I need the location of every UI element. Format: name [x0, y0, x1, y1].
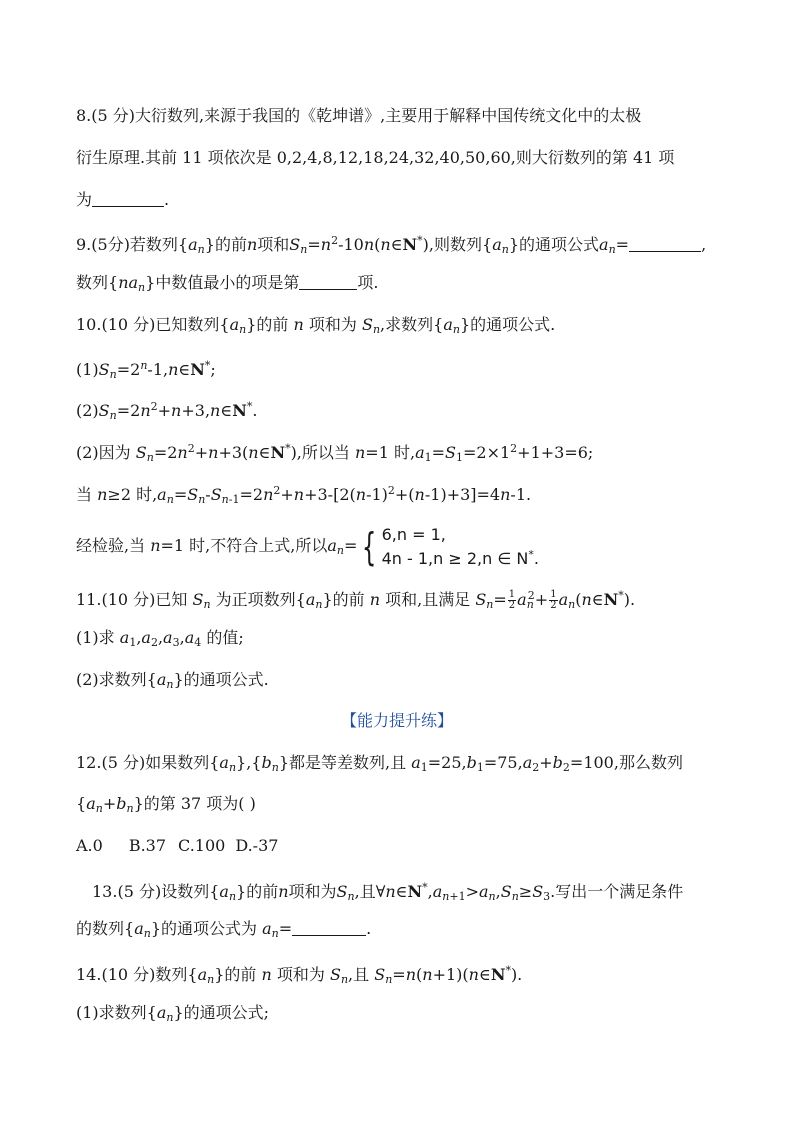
q8-text-3b: . [164, 190, 170, 209]
q10-ans1-S: S [135, 443, 147, 462]
q12-a2: a [522, 753, 533, 772]
q12-l2b: }的第 37 项为( ) [133, 794, 256, 813]
q10-ans3a: 经检验,当 [76, 536, 151, 555]
q8-answer-blank[interactable] [92, 190, 164, 207]
q13-l1b: }的前 [236, 882, 279, 901]
q14-s1: (1)求数列{ [76, 1003, 157, 1022]
option-a[interactable]: A.0 [76, 836, 103, 855]
q9-l2c: 项. [357, 273, 379, 292]
q10-line-1 [76, 313, 555, 337]
q8-text-2: 衍生原理.其前 11 项依次是 0,2,4,8,12,18,24,32,40,50,60,则大衍数列的第 41 项 [76, 148, 675, 167]
q13-l1h: , [495, 882, 501, 901]
q10-ans1g: +1+3=6; [517, 443, 594, 462]
q10-ans2-n4: n [355, 485, 367, 504]
q14-line-1: 14.(10 分)数列$\{a_n\}$的前 n 项和为 $S_n$,且 $S_n=n(n+1)(n\in N^*)$. [76, 964, 523, 986]
q9-l2a: 数列{ [76, 273, 119, 292]
q11-a: a [305, 590, 316, 609]
q10-ans1d: ),所以当 [290, 443, 355, 462]
q14-l1g: ). [510, 965, 523, 984]
q10-s2a: (2) [76, 401, 99, 420]
q10-ans2-n5: n [414, 485, 425, 504]
q10-ans2g: -1. [510, 485, 532, 504]
q9-in: ∈ [390, 235, 403, 254]
q10-t1: 10.(10 分)已知数列{ [76, 315, 230, 334]
q10-ans3-n: n [150, 536, 161, 555]
q13-l1j: .写出一个满足条件 [550, 882, 684, 901]
q10-t4: ,求数列{ [380, 315, 444, 334]
q12-l1b: },{ [236, 753, 262, 772]
q13-n2: n [385, 882, 396, 901]
q10-ans2-n: n [97, 485, 108, 504]
q10-sub3: n [452, 323, 460, 336]
q10-s1-star: * [204, 359, 211, 372]
q14-l1b: }的前 [214, 965, 262, 984]
q10-ans1-n: n [177, 443, 188, 462]
q10-ans1-S2: S [445, 443, 456, 462]
q13-line-2 [76, 917, 371, 941]
q9-var-n4: n [380, 235, 391, 254]
q10-ans2-n2: n [263, 485, 274, 504]
q13-star: * [422, 881, 428, 894]
q11-s1-a1: a [119, 628, 130, 647]
q10-ans2-sub: n [166, 493, 174, 506]
q12-a: a [219, 753, 229, 772]
q12-l1c: }都是等差数列,且 [278, 753, 412, 772]
q13-l1i: ≥ [518, 882, 533, 901]
q11-s1: (1)求 [76, 628, 120, 647]
q11-l1c: }的前 [322, 590, 370, 609]
q10-ans1f: =2×1 [462, 443, 511, 462]
q10-sub-1 [76, 354, 216, 381]
q10-s1c: -1, [147, 360, 169, 379]
q10-ans1-n2: n [208, 443, 219, 462]
q13-line-1: 13.(5 分)设数列$\{a_n\}$的前n项和为$S_n$,且$\forall n\in N^*,a_{n+1}>a_n,S_n\ge S_3$.写出一个满足条件 [92, 881, 684, 903]
q10-answer-1: (2)因为 $S_n=2n^2+n+3(n\in N^*)$,所以当 n=1 时$,a_1=S_1=2\times 1^2+1+3=6$; [76, 442, 594, 464]
q10-s1-sup: n [140, 359, 148, 372]
q14-l1e: ( [416, 965, 423, 984]
option-c[interactable]: C.100 [178, 836, 226, 855]
q10-ans1-in: ∈ [258, 443, 271, 462]
q14-l1f: +1)( [432, 965, 469, 984]
q9-l2-a: a [128, 273, 139, 292]
q9-sub-n3: n [501, 243, 509, 256]
q14-sub3: n [385, 973, 393, 986]
q10-s2d: +3, [181, 401, 211, 420]
q13-sub4: n [488, 890, 496, 903]
q11-a2: a [517, 590, 527, 609]
q10-s1b: =2 [116, 360, 141, 379]
q13-sub2: n [347, 890, 355, 903]
fraction-half-2 [549, 590, 557, 611]
q8-text-3a: 为 [76, 190, 93, 209]
q14-sub-1 [76, 1001, 269, 1025]
q10-s2-n2: n [171, 401, 182, 420]
q13-answer-blank[interactable] [292, 919, 366, 936]
q9-t2: }的前 [204, 235, 247, 254]
q9-t8: = [615, 235, 630, 254]
q14-s1-a: a [156, 1003, 167, 1022]
frac-num: 1 [508, 589, 516, 600]
q13-l2c: = [278, 919, 293, 938]
q12-l2-sub: n [95, 802, 103, 815]
piecewise-cases [382, 525, 539, 569]
q10-s1-sub: n [109, 368, 117, 381]
q10-ans1b: =2 [153, 443, 178, 462]
q12-l2-a: a [86, 794, 96, 813]
q10-ans2b: ≥2 时, [107, 485, 158, 504]
q10-ans1c: +3( [218, 443, 249, 462]
q13-l1c: 项和为 [288, 882, 337, 901]
q14-l1a: 14.(10 分)数列{ [76, 965, 198, 984]
q9-l2b: }中数值最小的项是第 [145, 273, 300, 292]
q13-S2: S [500, 882, 512, 901]
q11-l1a: 11.(10 分)已知 [76, 590, 193, 609]
q10-s2c: + [157, 401, 172, 420]
q9-answer-blank-1[interactable] [629, 235, 701, 252]
q10-ans2-S2: S [210, 485, 222, 504]
q10-ans2-S: S [187, 485, 199, 504]
q11-s1b: 的值; [201, 628, 244, 647]
q9-comma: , [701, 235, 707, 254]
q13-N: N [407, 882, 423, 901]
q10-s1e: ; [210, 360, 216, 379]
q13-l2d: . [366, 919, 372, 938]
q10-ans1-a: a [415, 443, 425, 462]
fraction-half [508, 590, 516, 611]
q11-sub-2 [76, 668, 269, 692]
q10-ans2d: +3-[2( [304, 485, 356, 504]
q12-line-1: 12.(5 分)如果数列$\{a_n\},\{b_n\}$都是等差数列,且 $a_1=25,b_1=75,a_2+b_2=100$,那么数列 [76, 753, 683, 774]
q13-l2-sub2: n [271, 927, 279, 940]
frac-num-2: 1 [550, 589, 557, 600]
q10-s2-N: N [232, 401, 247, 420]
q8-text-1: 8.(5 分)大衍数列,来源于我国的《乾坤谱》,主要用于解释中国传统文化中的太极 [76, 106, 642, 125]
q11-s1-a3: a [163, 628, 173, 647]
q10-ans1-n4: n [354, 443, 366, 462]
q10-s2-n3: n [210, 401, 221, 420]
case-2: 4n - 1,n ≥ 2,n ∈ N [381, 548, 529, 568]
q10-S: S [361, 315, 373, 334]
q10-t5: }的通项公式. [459, 315, 556, 334]
q12-options [76, 834, 278, 858]
q10-s2-S: S [98, 401, 110, 420]
q10-ans1-N: N [270, 443, 286, 462]
q10-s2-in: ∈ [220, 401, 233, 420]
q11-s1-a2: a [141, 628, 151, 647]
q13-a: a [219, 882, 229, 901]
q10-sub-2: $(2)S_n=2n^2+n+3,n\in N^*$. [76, 400, 258, 422]
q14-s1-sub: n [166, 1011, 174, 1024]
q10-s1d: ∈ [178, 360, 191, 379]
option-d[interactable]: D.-37 [235, 836, 279, 855]
q9-N: N [402, 235, 418, 254]
q14-S: S [329, 965, 341, 984]
q11-S: S [192, 590, 204, 609]
q10-s1-S: S [98, 360, 110, 379]
q13-a3: a [479, 882, 489, 901]
option-b[interactable]: B.37 [128, 836, 167, 855]
q10-t3: 项和为 [303, 315, 362, 334]
q9-sub-n: n [197, 243, 205, 256]
q14-n2: n [405, 965, 417, 984]
q13-l2-sub: n [143, 927, 151, 940]
q11-star: * [618, 589, 624, 602]
q11-in: ∈ [591, 590, 604, 609]
q11-sub2: n [315, 598, 323, 611]
q12-l1d: =25, [427, 753, 467, 772]
q9-sub-n4: n [608, 243, 616, 256]
case-2-star: * [528, 547, 534, 561]
q10-ans2-n3: n [293, 485, 305, 504]
q12-sub2: n [271, 761, 279, 774]
q10-ans1-sub: n [146, 451, 154, 464]
q9-star: * [417, 234, 423, 247]
q10-ans2-sub3: n [221, 493, 229, 506]
q11-s2-sub: n [166, 678, 174, 691]
q10-ans2-a: a [157, 485, 167, 504]
q9-var-a3: a [599, 235, 609, 254]
q13-sub5: n [511, 890, 519, 903]
q11-sub3: n [486, 598, 494, 611]
q10-ans2e: -1) [366, 485, 388, 504]
q14-n3: n [422, 965, 433, 984]
q10-ans2f: -1)+3]=4 [424, 485, 501, 504]
q14-star: * [505, 964, 511, 977]
q9-t6: ),则数列{ [422, 235, 493, 254]
q11-n: n [369, 590, 381, 609]
q9-var-n3: n [363, 235, 375, 254]
q13-l2-a: a [134, 919, 144, 938]
q9-var-n2: n [320, 235, 332, 254]
q10-ans2-sub2: n [198, 493, 206, 506]
q9-t5: ( [374, 235, 381, 254]
section-title: 【能力提升练】 [340, 711, 453, 730]
q10-s2e: . [252, 401, 258, 420]
q10-s1-N: N [190, 360, 205, 379]
q9-eq: = [307, 235, 321, 254]
q10-n: n [293, 315, 304, 334]
q10-t2: }的前 [246, 315, 294, 334]
q12-l1e: =75, [483, 753, 523, 772]
q10-s2-n: n [140, 401, 151, 420]
q10-sub: n [239, 323, 247, 336]
q10-ans1-star: * [285, 442, 291, 455]
q10-s1-n: n [168, 360, 179, 379]
q9-l2-sub: n [138, 281, 146, 294]
q10-s1a: (1) [76, 360, 99, 379]
q10-ans1-n3: n [248, 443, 259, 462]
q11-N: N [603, 590, 619, 609]
q11-l1b: 为正项数列{ [210, 590, 306, 609]
q13-sub3: n [442, 890, 450, 903]
frac-den: 2 [508, 600, 516, 611]
q13-l2b: }的通项公式为 [150, 919, 263, 938]
q14-l1d: ,且 [348, 965, 375, 984]
q14-l1c: 项和为 [271, 965, 330, 984]
q10-ans3-sub: n [336, 544, 344, 557]
q9-sub-n2: n [300, 243, 308, 256]
q10-s2-star: * [246, 400, 253, 413]
q9-line-2 [76, 271, 378, 295]
q11-s1-a4: a [184, 628, 195, 647]
q13-l1g: > [465, 882, 479, 901]
case-end: . [533, 548, 539, 568]
q10-ans3b: =1 时,不符合上式,所以 [160, 536, 328, 555]
q13-n: n [278, 882, 289, 901]
q13-l1d: ,且∀ [354, 882, 386, 901]
q14-in: ∈ [478, 965, 491, 984]
q10-ans1a: (2)因为 [76, 443, 136, 462]
q13-l2-a2: a [262, 919, 272, 938]
q12-l2-sub2: n [126, 802, 134, 815]
q13-l1f: , [427, 882, 433, 901]
q9-var-a2: a [492, 235, 502, 254]
q12-l2a: { [76, 794, 87, 813]
q8-line-1 [76, 104, 641, 128]
q12-l1f: =100,那么数列 [569, 753, 683, 772]
q11-sub-1: (1)求 $a_1,a_2,a_3,a_4$ 的值; [76, 628, 244, 649]
q14-a: a [197, 965, 208, 984]
left-brace-icon: { [362, 524, 377, 569]
q10-a2: a [443, 315, 453, 334]
q9-var-a: a [188, 235, 198, 254]
q8-line-3 [76, 188, 169, 212]
q14-s1b: }的通项公式; [173, 1003, 270, 1022]
q13-l1a: 13.(5 分)设数列{ [92, 882, 220, 901]
q14-N: N [490, 965, 506, 984]
q9-line-1: 9.(5分)若数列$\{a_n\}$的前n项和$S_n=n^2-10n(n\in N^*)$,则数列$\{a_n\}$的通项公式$a_n=$ , [76, 234, 707, 256]
q10-answer-2: 当 n≥2 时$,a_n=S_n-S_{n-1}=2n^2+n+3-[2(n-1)^2+(n-1)+3]=4n-1$. [76, 484, 532, 506]
q11-a3: a [558, 590, 569, 609]
q10-s2-sub: n [109, 409, 117, 422]
q10-answer-3: 经检验,当 n=1 时,不符合上式,所以$a_n=$ { 6,n = 1, 4n - 1,n ≥ 2,n ∈ N*. [76, 524, 539, 569]
q10-ans2c: - [205, 485, 211, 504]
q9-l2-n: n [118, 273, 129, 292]
q14-sub2: n [340, 973, 349, 986]
q11-n2: n [581, 590, 592, 609]
q13-sub: n [228, 890, 237, 903]
q12-a1: a [411, 753, 421, 772]
q11-s2-a: a [156, 670, 167, 689]
q9-answer-blank-2[interactable] [299, 273, 357, 290]
q10-ans3-a: a [327, 536, 337, 555]
q10-s2b: =2 [116, 401, 141, 420]
q9-t3: 项和 [257, 235, 290, 254]
q11-l1f: ). [623, 590, 636, 609]
q11-sub5: n [568, 598, 576, 611]
q14-S2: S [374, 965, 386, 984]
case-1: 6,n = 1, [381, 524, 446, 544]
q13-S: S [336, 882, 348, 901]
q13-l1e: ∈ [395, 882, 408, 901]
q9-t4: -10 [338, 235, 364, 254]
q12-sub: n [228, 761, 237, 774]
q9-t7: }的通项公式 [508, 235, 600, 254]
q13-S3: S [532, 882, 544, 901]
q11-S2: S [475, 590, 487, 609]
q12-line-2: $\{a_n+b_n\}$的第 37 项为( ) [76, 794, 256, 815]
q13-l2a: 的数列{ [76, 919, 135, 938]
q12-l1a: 12.(5 分)如果数列{ [76, 753, 220, 772]
q9-var-S: S [289, 235, 301, 254]
q11-sub: n [203, 598, 211, 611]
q9-var-n: n [246, 235, 258, 254]
q10-ans2-n6: n [500, 485, 511, 504]
q10-ans1e: =1 时, [365, 443, 416, 462]
q8-line-2 [76, 146, 674, 170]
q11-s2b: }的通项公式. [173, 670, 269, 689]
q10-sub2: n [372, 323, 381, 336]
q9-t1: 9.(5分)若数列{ [76, 235, 189, 254]
q11-s2: (2)求数列{ [76, 670, 157, 689]
q11-l1d: 项和,且满足 [380, 590, 476, 609]
q14-n: n [261, 965, 272, 984]
q13-a2: a [432, 882, 443, 901]
q11-sub4: n [526, 598, 534, 611]
frac-den-2: 2 [550, 600, 557, 611]
q11-l1e: ( [575, 590, 582, 609]
q14-n4: n [468, 965, 479, 984]
q11-line-1: 11.(10 分)已知 $S_n$ 为正项数列$\{a_n\}$的前 n 项和,且满足 $S_n=$ $\frac{1}{2}$ $a_n^2+$ $\frac{1}{2}$ $a_n(n\in N^*)$. [76, 589, 636, 611]
q14-sub: n [207, 973, 215, 986]
q10-a: a [229, 315, 240, 334]
q10-ans2a: 当 [76, 485, 98, 504]
